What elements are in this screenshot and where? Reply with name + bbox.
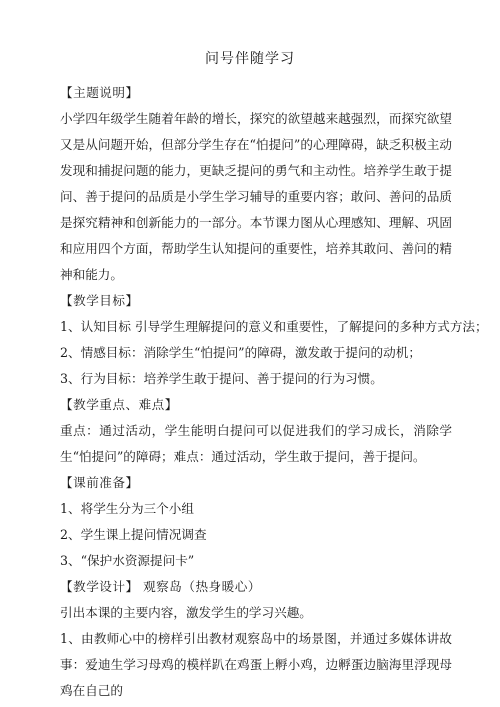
keypoints-paragraph: 重点：通过活动，学生能明白提问可以促进我们的学习成长，消除学生“怕提问”的障碍；难点：通过活动，学生敢于提问，善于提问。	[60, 423, 452, 464]
goal-item-cognitive: 1、认知目标 引导学生理解提问的意义和重要性，了解提问的多种方式方法；	[60, 319, 488, 334]
design-intro: 引出本课的主要内容，激发学生的学习兴趣。	[60, 605, 312, 620]
section-heading-prep: 【课前准备】	[60, 475, 139, 490]
goal-item-emotional: 2、情感目标：消除学生“怕提问”的障碍，激发敢于提问的动机；	[60, 345, 421, 360]
design-item-1: 1、由教师心中的榜样引出教材观察岛中的场景图，并通过多媒体讲故事：爱迪生学习母鸡的模样趴在鸡蛋上孵小鸡，边孵蛋边脑海里浮现母鸡在自己的	[60, 631, 452, 698]
theme-paragraph: 小学四年级学生随着年龄的增长，探究的欲望越来越强烈，而探究欲望又是从问题开始，但部分学生存在“怕提问”的心理障碍，缺乏积极主动发现和捕捉问题的能力，更缺乏提问的勇气和主动性。培养学生敢于提问、善于提问的品质是小学生学习辅导的重要内容；敢问、善问的品质是探究精神和创新能力的一部分。本节课力图从心理感知、理解、巩固和应用四个方面，帮助学生认知提问的重要性，培养其敢问、善问的精神和能力。	[60, 111, 452, 282]
document-title: 问号伴随学习	[205, 51, 295, 67]
prep-item-1: 1、将学生分为三个小组	[60, 501, 194, 516]
prep-item-3: 3、“保护水资源提问卡”	[60, 553, 195, 568]
section-heading-goals: 【教学目标】	[60, 293, 139, 308]
section-heading-design: 【教学设计】 观察岛（热身暖心）	[60, 579, 261, 594]
section-heading-keypoints: 【教学重点、难点】	[60, 397, 178, 412]
document-body	[60, 80, 488, 704]
section-heading-theme: 【主题说明】	[60, 85, 139, 100]
goal-item-behavioral: 3、行为目标：培养学生敢于提问、善于提问的行为习惯。	[60, 371, 383, 386]
prep-item-2: 2、学生课上提问情况调查	[60, 527, 207, 542]
